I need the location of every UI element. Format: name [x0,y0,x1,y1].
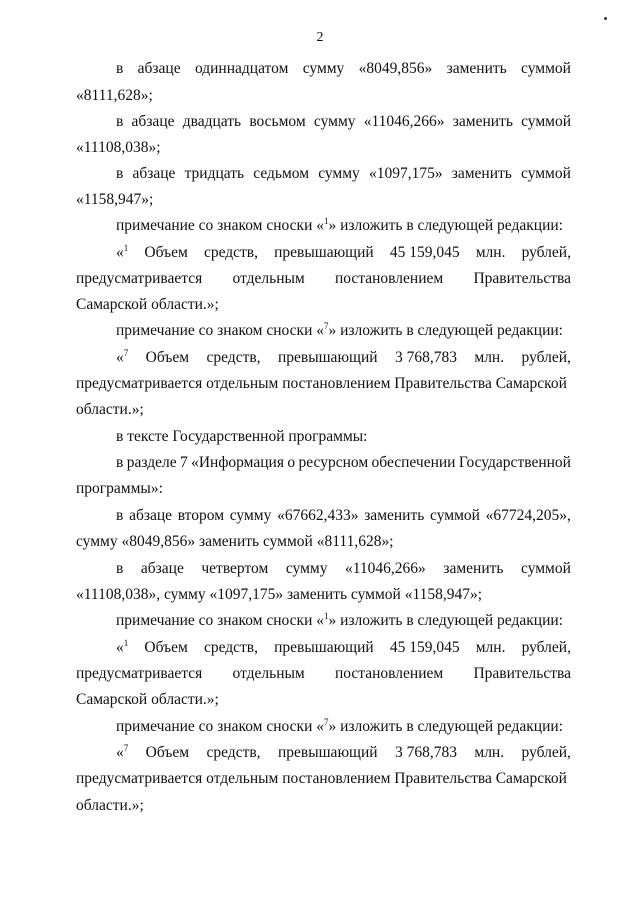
footnote-intro-7: примечание со знаком сноски «$^7$» изложить в следующей редакции: [116,321,563,339]
footnote-intro-7: примечание со знаком сноски «$^7$» изложить в следующей редакции: [116,717,563,735]
paragraph-line: «11108,038»; [76,139,161,156]
paragraph-line: «11108,038», сумму «1097,175» заменить суммой «1158,947»; [76,586,483,603]
footnote-text-line: предусматривается отдельным постановлением Правительства [76,665,571,682]
footnote-text-line: предусматривается отдельным постановлением Правительства Самарской [76,375,567,392]
footnote-text-line: «$^1$ Объем средств, превышающий 45 159,045 млн. рублей, [116,243,571,261]
footnote-text-line: Самарской области.»; [76,296,219,313]
footnote-text-line: «$^1$ Объем средств, превышающий 45 159,045 млн. рублей, [116,638,571,656]
footnote-text-line: «$^7$ Объем средств, превышающий 3 768,783 млн. рублей, [116,348,571,366]
paragraph-line: в абзаце втором сумму «67662,433» заменить суммой «67724,205», [116,507,571,524]
paragraph-line: «1158,947»; [76,191,154,208]
footnote-text-line: области.»; [76,401,144,418]
section-heading: в тексте Государственной программы: [116,428,368,445]
footnote-text-line: предусматривается отдельным постановлением Правительства Самарской [76,770,567,787]
footnote-intro-1: примечание со знаком сноски «$^1$» изложить в следующей редакции: [116,216,563,234]
footnote-text-line: «$^7$ Объем средств, превышающий 3 768,783 млн. рублей, [116,743,571,761]
paragraph-line: программы»: [76,480,163,497]
page-number: 2 [316,30,324,45]
footnote-text-line: области.»; [76,797,144,814]
footnote-text-line: Самарской области.»; [76,691,219,708]
paragraph-line: сумму «8049,856» заменить суммой «8111,628»; [76,533,394,550]
scan-speck [604,17,607,20]
paragraph-line: в абзаце двадцать восьмом сумму «11046,266» заменить суммой [116,113,571,130]
paragraph-line: «8111,628»; [76,87,153,104]
footnote-intro-1: примечание со знаком сноски «$^1$» изложить в следующей редакции: [116,611,563,629]
paragraph-line: в абзаце тридцать седьмом сумму «1097,175» заменить суммой [116,165,571,182]
paragraph-line: в абзаце одиннадцатом сумму «8049,856» заменить суммой [116,60,571,77]
paragraph-line: в разделе 7 «Информация о ресурсном обеспечении Государственной [116,454,571,471]
footnote-text-line: предусматривается отдельным постановлением Правительства [76,270,571,287]
paragraph-line: в абзаце четвертом сумму «11046,266» заменить суммой [116,560,571,577]
